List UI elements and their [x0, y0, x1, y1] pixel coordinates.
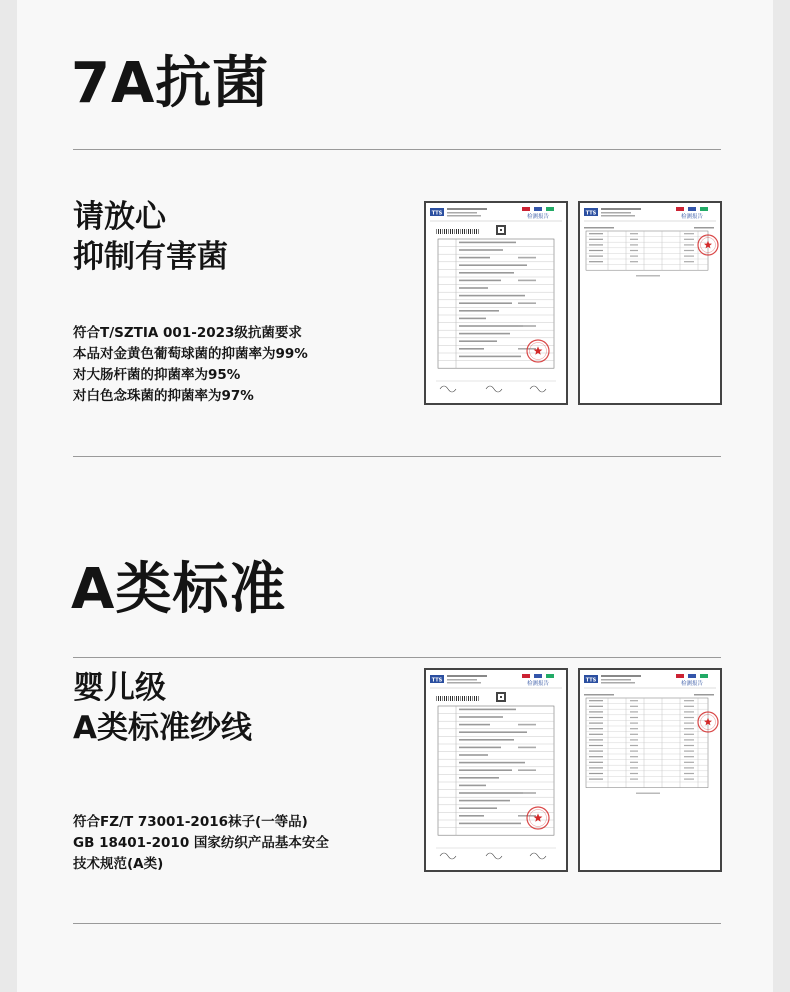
test-report-scan [426, 670, 566, 870]
cma-mark-icon [676, 207, 684, 211]
cnas-mark-icon [700, 207, 708, 211]
tts-logo-text: TTS [585, 210, 597, 217]
tts-logo-text: TTS [431, 210, 443, 217]
section-title: 7A抗菌 [71, 51, 270, 116]
report-header-label: 检测报告 [680, 681, 704, 687]
subtitle-line: 婴儿级 [73, 670, 166, 706]
test-report-scan [580, 670, 720, 870]
description-line: GB 18401-2010 国家纺织产品基本安全 [73, 835, 329, 851]
test-report-scan [580, 203, 720, 403]
description-line: 符合FZ/T 73001-2016袜子(一等品) [73, 814, 308, 830]
divider [73, 923, 721, 924]
test-report-page-2 [578, 201, 722, 405]
section-description [73, 812, 329, 875]
cnas-mark-icon [546, 674, 554, 678]
description-line: 本品对金黄色葡萄球菌的抑菌率为99% [73, 346, 308, 362]
ilac-mark-icon [534, 207, 542, 211]
test-report-page-2 [578, 668, 722, 872]
subtitle-line: A类标准纱线 [73, 710, 252, 746]
subtitle-line: 请放心 [73, 199, 166, 235]
section-title: A类标准 [71, 557, 287, 622]
product-detail-page [17, 0, 773, 992]
report-header-label: 检测报告 [680, 214, 704, 220]
section-subtitle [73, 197, 228, 277]
test-report-scan [426, 203, 566, 403]
red-seal-icon [527, 340, 549, 362]
cma-mark-icon [676, 674, 684, 678]
ilac-mark-icon [688, 674, 696, 678]
divider [73, 657, 721, 658]
cnas-mark-icon [546, 207, 554, 211]
divider [73, 149, 721, 150]
section-subtitle [73, 668, 252, 748]
tts-logo-text: TTS [585, 677, 597, 684]
antibacterial-section [17, 0, 773, 470]
section-description [73, 323, 308, 407]
cnas-mark-icon [700, 674, 708, 678]
ilac-mark-icon [688, 207, 696, 211]
description-line: 对大肠杆菌的抑菌率为95% [73, 367, 241, 383]
ilac-mark-icon [534, 674, 542, 678]
description-line: 技术规范(A类) [73, 856, 164, 872]
description-line: 符合T/SZTIA 001-2023级抗菌要求 [73, 325, 302, 341]
tts-logo-text: TTS [431, 677, 443, 684]
cma-mark-icon [522, 674, 530, 678]
red-seal-icon [527, 807, 549, 829]
cma-mark-icon [522, 207, 530, 211]
subtitle-line: 抑制有害菌 [73, 239, 228, 275]
report-header-label: 检测报告 [526, 214, 550, 220]
report-header-label: 检测报告 [526, 681, 550, 687]
description-line: 对白色念珠菌的抑菌率为97% [73, 388, 254, 404]
a-class-standard-section [17, 500, 773, 992]
divider [73, 456, 721, 457]
test-report-page-1 [424, 668, 568, 872]
test-report-page-1 [424, 201, 568, 405]
